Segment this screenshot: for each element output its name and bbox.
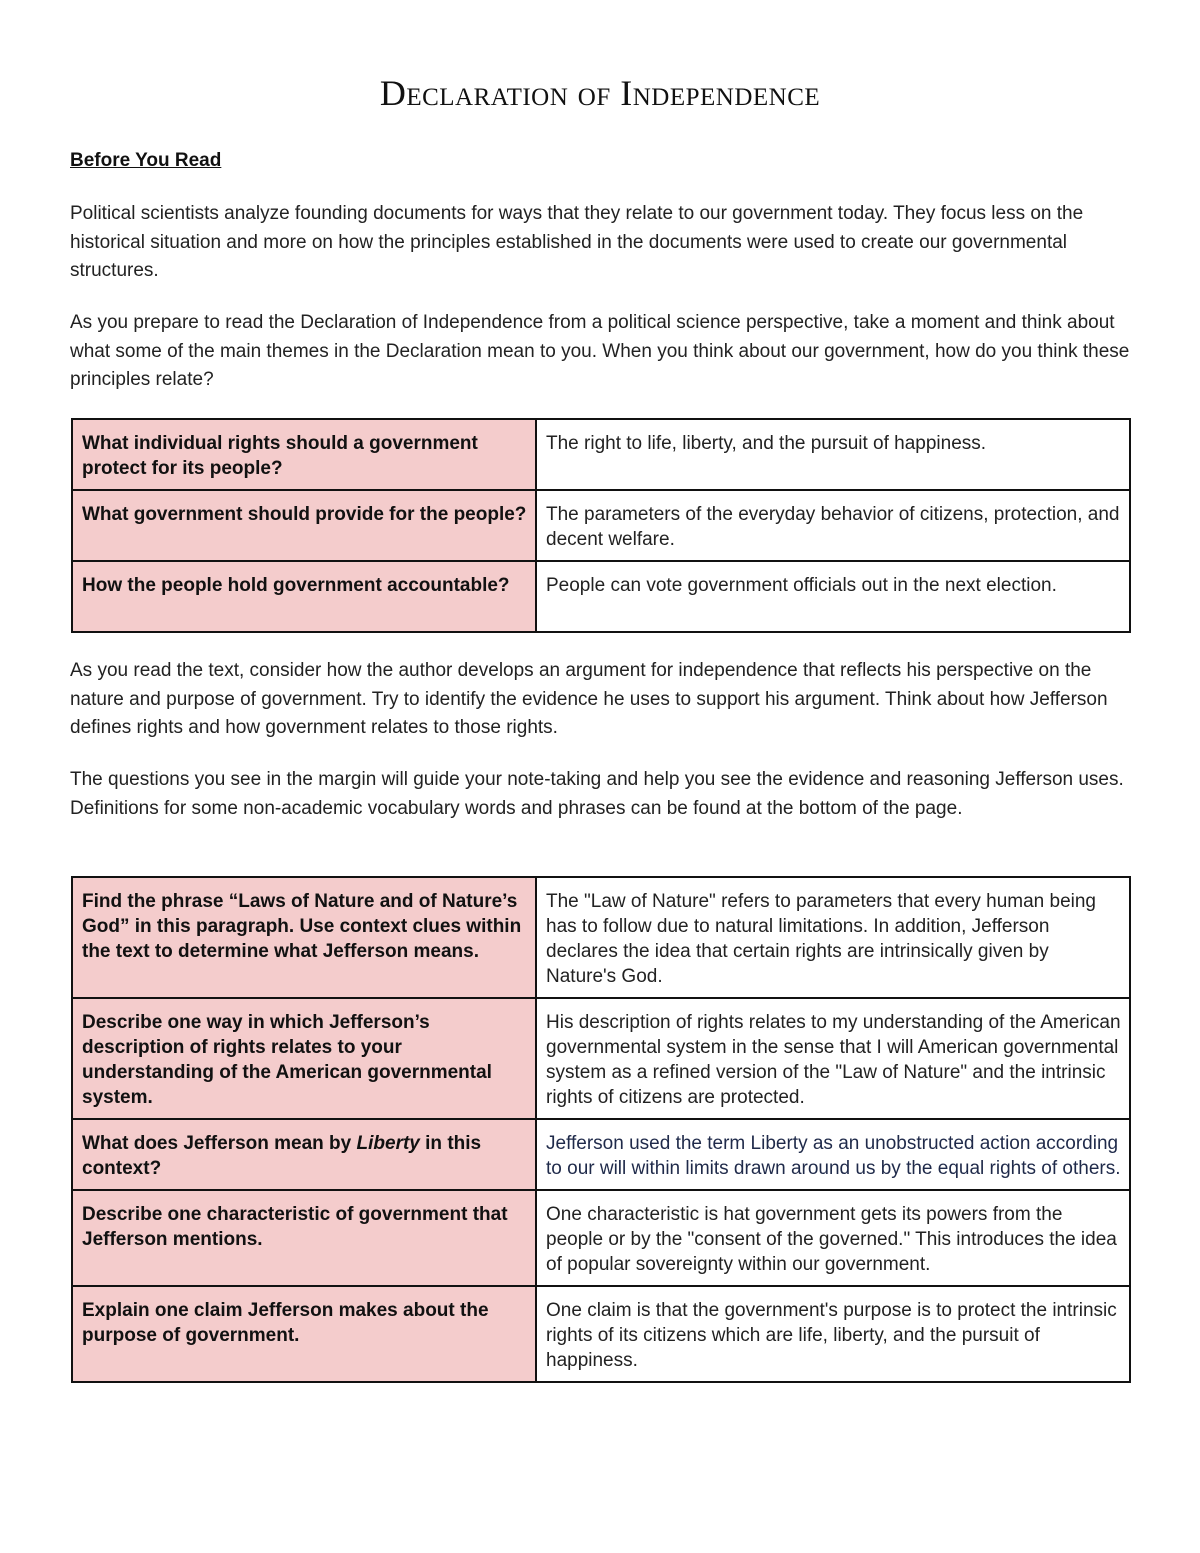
table-row [72, 1119, 1130, 1190]
question-cell: Describe one characteristic of government that Jefferson mentions. [72, 1190, 536, 1286]
reading-questions-table [71, 876, 1131, 1383]
question-cell: What individual rights should a government protect for its people? [72, 419, 536, 490]
table-row [72, 419, 1130, 490]
liberty-italic-term: Liberty [356, 1133, 420, 1154]
answer-cell: One characteristic is hat government gets its powers from the people or by the "consent of the governed." This introduces the idea of popular sovereignty within our government. [536, 1190, 1130, 1286]
table-row [72, 877, 1130, 998]
answer-cell: One claim is that the government's purpose is to protect the intrinsic rights of its citizens which are life, liberty, and the pursuit of happiness. [536, 1286, 1130, 1382]
intro-paragraph-2: As you prepare to read the Declaration of Independence from a political science perspective, take a moment and think about what some of the main themes in the Declaration mean to you. When you think about our government, how do you think these principles relate? [70, 312, 1130, 390]
question-cell: Find the phrase “Laws of Nature and of Nature’s God” in this paragraph. Use context clues within the text to determine what Jefferson means. [72, 877, 536, 998]
reading-paragraph-1: As you read the text, consider how the author develops an argument for independence that reflects his perspective on the nature and purpose of government. Try to identify the evidence he uses to support his argument. Think about how Jefferson defines rights and how government relates to those rights. [70, 660, 1108, 738]
question-cell: How the people hold government accountable? [72, 561, 536, 632]
question-cell: Describe one way in which Jefferson’s description of rights relates to your understanding of the American governmental system. [72, 998, 536, 1119]
table-row [72, 1190, 1130, 1286]
table-row [72, 490, 1130, 561]
answer-cell: The right to life, liberty, and the pursuit of happiness. [536, 419, 1130, 490]
principles-table [71, 418, 1131, 633]
table-row [72, 1286, 1130, 1382]
answer-cell: His description of rights relates to my understanding of the American governmental system in the sense that I will American governmental system as a refined version of the "Law of Nature" and the intrinsic rights of citizens are protected. [536, 998, 1130, 1119]
intro-paragraph-1: Political scientists analyze founding documents for ways that they relate to our government today. They focus less on the historical situation and more on how the principles established in the documents were used to create our governmental structures. [70, 203, 1084, 281]
document-title: Declaration of Independence [379, 73, 821, 113]
answer-cell: The "Law of Nature" refers to parameters that every human being has to follow due to natural limitations. In addition, Jefferson declares the idea that certain rights are intrinsically given by Nature's God. [536, 877, 1130, 998]
question-cell: What government should provide for the people? [72, 490, 536, 561]
section-heading-before-you-read: Before You Read [70, 150, 222, 171]
table-row [72, 561, 1130, 632]
question-text: What does Jefferson mean by [82, 1133, 357, 1154]
reading-paragraph-2: The questions you see in the margin will guide your note-taking and help you see the evidence and reasoning Jefferson uses. Definitions for some non-academic vocabulary words and phrases can be found at the bottom of the page. [70, 769, 1124, 819]
answer-cell: People can vote government officials out in the next election. [536, 561, 1130, 632]
question-text: in this context? [82, 1133, 482, 1179]
answer-cell: The parameters of the everyday behavior of citizens, protection, and decent welfare. [536, 490, 1130, 561]
table-row [72, 998, 1130, 1119]
answer-cell: Jefferson used the term Liberty as an unobstructed action according to our will within limits drawn around us by the equal rights of others. [536, 1119, 1130, 1190]
question-cell: Explain one claim Jefferson makes about the purpose of government. [72, 1286, 536, 1382]
question-cell [72, 1119, 536, 1190]
